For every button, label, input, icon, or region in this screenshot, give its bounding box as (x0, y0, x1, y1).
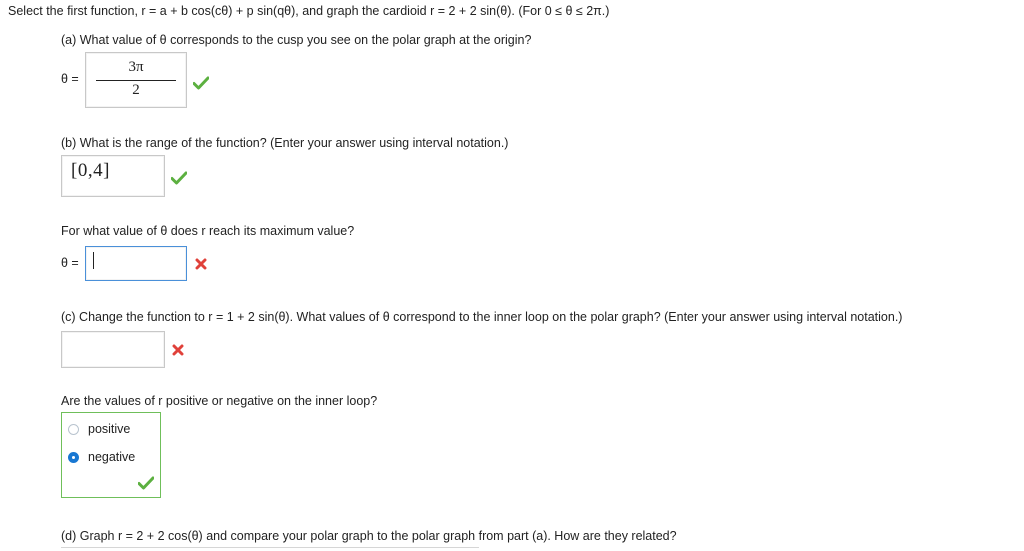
problem-intro: Select the first function, r = a + b cos(cθ) + p sin(qθ), and graph the cardioid r = 2 + 2 sin(θ). (For 0 ≤ θ ≤ 2π.) (8, 4, 610, 18)
radio-positive[interactable] (68, 424, 79, 435)
correct-check-icon (193, 76, 209, 90)
part-c-answer-input[interactable] (61, 331, 165, 368)
correct-check-icon (171, 171, 187, 185)
part-a-question: (a) What value of θ corresponds to the cusp you see on the polar graph at the origin? (61, 33, 532, 47)
option-negative-label[interactable]: negative (88, 450, 136, 464)
part-b-question: (b) What is the range of the function? (Enter your answer using interval notation.) (61, 136, 509, 150)
max-theta-answer-input[interactable] (85, 246, 187, 281)
radio-negative[interactable] (68, 452, 79, 463)
answer-denominator: 2 (132, 82, 140, 98)
max-theta-question: For what value of θ does r reach its maximum value? (61, 224, 355, 238)
radio-group-frame (61, 412, 161, 498)
part-d-question: (d) Graph r = 2 + 2 cos(θ) and compare your polar graph to the polar graph from part (a). How are they related? (61, 529, 677, 543)
incorrect-x-icon (195, 258, 207, 270)
sign-question: Are the values of r positive or negative on the inner loop? (61, 394, 378, 408)
max-theta-label: θ = (61, 256, 79, 270)
answer-numerator: 3π (128, 59, 144, 75)
fraction-bar (96, 80, 176, 81)
incorrect-x-icon (172, 344, 184, 356)
text-cursor (93, 252, 94, 269)
part-c-question: (c) Change the function to r = 1 + 2 sin(θ). What values of θ correspond to the inner loop on the polar graph? (Enter your answer using interval notation.) (61, 310, 903, 324)
part-a-theta-label: θ = (61, 72, 79, 86)
part-a-answer-box[interactable] (85, 52, 187, 108)
part-b-answer-value: [0,4] (71, 160, 110, 181)
part-b-answer-box[interactable] (61, 155, 165, 197)
part-d-answer-box-edge[interactable] (61, 547, 479, 551)
option-positive-label[interactable]: positive (88, 422, 131, 436)
correct-check-icon (138, 476, 154, 490)
